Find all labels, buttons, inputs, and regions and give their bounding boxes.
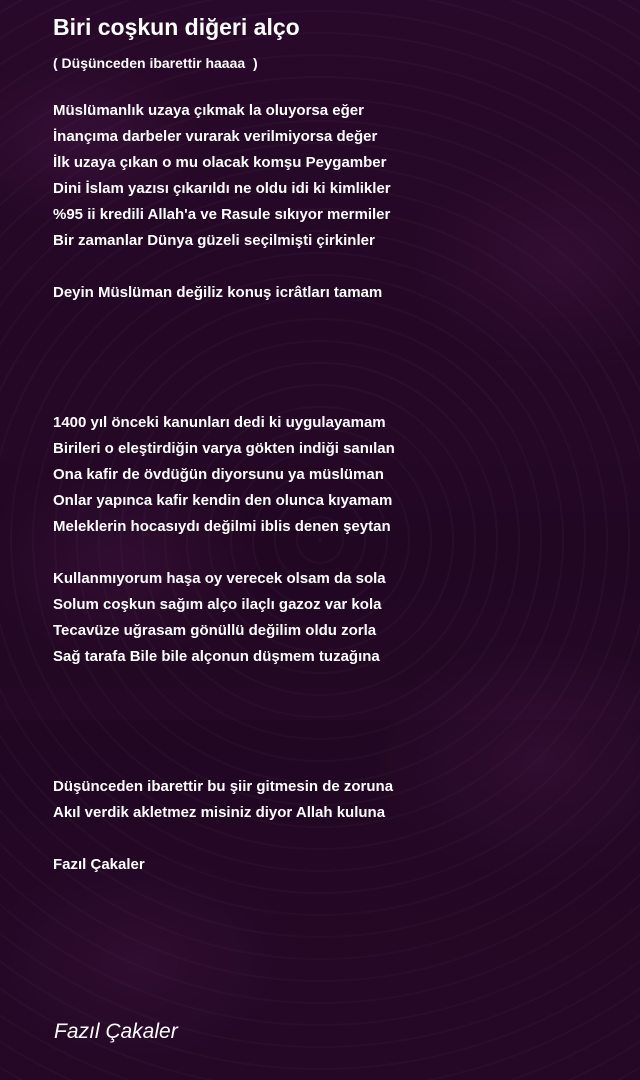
poem-line: Deyin Müslüman değiliz konuş icrâtları tamam — [53, 284, 383, 301]
poem-subtitle: ( Düşünceden ibarettir haaaa ) — [53, 55, 258, 71]
poem-line: İnançıma darbeler vurarak verilmiyorsa değer — [53, 128, 378, 145]
poem-line: Akıl verdik akletmez misiniz diyor Allah kuluna — [53, 804, 386, 821]
poem-line: Birileri o eleştirdiğin varya gökten indiği sanılan — [53, 440, 395, 457]
poem-author-name: Fazıl Çakaler — [53, 856, 145, 873]
author-signature: Fazıl Çakaler — [54, 1020, 178, 1043]
poem-line: Bir zamanlar Dünya güzeli seçilmişti çirkinler — [53, 232, 375, 249]
poem-line: Onlar yapınca kafir kendin den olunca kıyamam — [53, 492, 393, 509]
poem-line: İlk uzaya çıkan o mu olacak komşu Peygamber — [53, 154, 387, 171]
poem-line: %95 ii kredili Allah'a ve Rasule sıkıyor mermiler — [53, 206, 391, 223]
poem-line: Kullanmıyorum haşa oy verecek olsam da sola — [53, 570, 386, 587]
poem-line: Dini İslam yazısı çıkarıldı ne oldu idi ki kimlikler — [53, 180, 391, 197]
poem-line: Meleklerin hocasıydı değilmi iblis denen şeytan — [53, 518, 391, 535]
poem-line: Ona kafir de övdüğün diyorsunu ya müslüman — [53, 466, 384, 483]
poem-stanza-3 — [53, 410, 613, 540]
poem-line: Sağ tarafa Bile bile alçonun düşmem tuzağına — [53, 648, 380, 665]
poem-line: Solum coşkun sağım alço ilaçlı gazoz var kola — [53, 596, 382, 613]
poem-stanza-1 — [53, 98, 613, 254]
poem-line: Tecavüze uğrasam gönüllü değilim oldu zorla — [53, 622, 377, 639]
poem-stanza-4 — [53, 566, 613, 670]
poem-container — [53, 12, 613, 878]
poem-line: Düşünceden ibarettir bu şiir gitmesin de zoruna — [53, 778, 394, 795]
poem-stanza-5 — [53, 774, 613, 826]
poem-line: 1400 yıl önceki kanunları dedi ki uygulayamam — [53, 414, 386, 431]
poem-line: Müslümanlık uzaya çıkmak la oluyorsa eğer — [53, 102, 364, 119]
poem-author — [53, 852, 613, 878]
poem-stanza-2 — [53, 280, 613, 306]
poem-title: Biri coşkun diğeri alço — [53, 14, 300, 40]
